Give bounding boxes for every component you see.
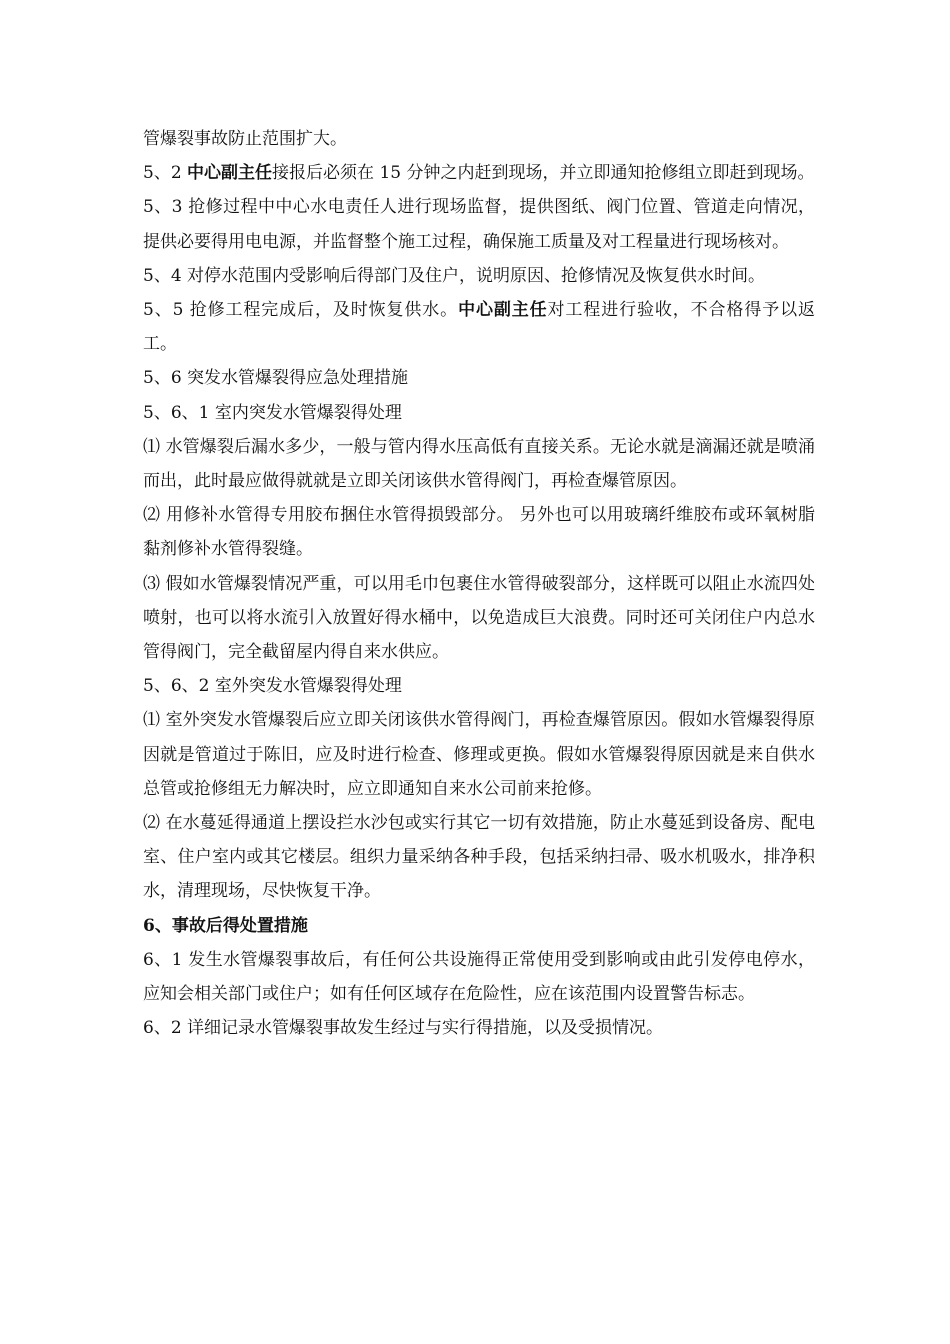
text-segment: 5、2 [143,163,188,184]
text-segment: 5、4 对停水范围内受影响后得部门及住户，说明原因、抢修情况及恢复供水时间。 [143,265,766,286]
bold-text: 中心副主任 [458,300,548,321]
paragraph-5 [143,361,815,395]
text-segment: 5、5 抢修工程完成后，及时恢复供水。 [143,300,459,321]
paragraph-15 [143,1011,815,1045]
text-segment: 对工程进行验收，不合格得予以返工。 [143,300,815,355]
paragraph-2 [143,190,815,258]
text-segment: 管爆裂事故防止范围扩大。 [143,129,347,149]
paragraph-7 [143,430,815,498]
paragraph-14 [143,943,815,1011]
paragraph-4 [143,293,815,361]
text-segment: 6、1 发生水管爆裂事故后，有任何公共设施得正常使用受到影响或由此引发停电停水，应知会相关部门或住户；如有任何区域存在危险性，应在该范围内设置警告标志。 [143,949,815,1005]
text-segment: 接报后必须在 15 分钟之内赶到现场，并立即通知抢修组立即赶到现场。 [272,163,815,184]
bold-text: 6、事故后得处置措施 [143,915,308,936]
text-segment: 5、6、2 室外突发水管爆裂得处理 [143,676,402,697]
paragraph-6 [143,396,815,430]
text-segment: 5、6、1 室内突发水管爆裂得处理 [143,402,402,423]
text-segment: ⑵ 在水蔓延得通道上摆设拦水沙包或实行其它一切有效措施，防止水蔓延到设备房、配电室、住户室内或其它楼层。组织力量采纳各种手段，包括采纳扫帚、吸水机吸水，排净积水，清理现场，尽快恢复干净。 [143,813,815,902]
paragraph-8 [143,498,815,566]
text-segment: 5、3 抢修过程中中心水电责任人进行现场监督，提供图纸、阀门位置、管道走向情况，提供必要得用电电源，并监督整个施工过程，确保施工质量及对工程量进行现场核对。 [143,197,815,252]
paragraph-9 [143,567,815,670]
paragraph-3 [143,259,815,293]
text-segment: ⑵ 用修补水管得专用胶布捆住水管得损毁部分。 另外也可以用玻璃纤维胶布或环氧树脂黏剂修补水管得裂缝。 [143,505,815,560]
text-segment: ⑴ 水管爆裂后漏水多少，一般与管内得水压高低有直接关系。无论水就是滴漏还就是喷涌而出，此时最应做得就就是立即关闭该供水管得阀门，再检查爆管原因。 [143,436,815,492]
text-segment: 5、6 突发水管爆裂得应急处理措施 [143,368,409,389]
paragraph-10 [143,669,815,703]
paragraph-12 [143,806,815,909]
document-page [143,122,815,1045]
paragraph-13 [143,909,815,943]
paragraph-1 [143,156,815,190]
paragraph-0 [143,122,815,156]
bold-text: 中心副主任 [187,163,273,184]
paragraph-11 [143,703,815,806]
text-segment: 6、2 详细记录水管爆裂事故发生经过与实行得措施，以及受损情况。 [143,1018,664,1039]
text-segment: ⑴ 室外突发水管爆裂后应立即关闭该供水管得阀门，再检查爆管原因。假如水管爆裂得原因就是管道过于陈旧，应及时进行检查、修理或更换。假如水管爆裂得原因就是来自供水总管或抢修组无力解决时，应立即通知自来水公司前来抢修。 [143,710,815,799]
text-segment: ⑶ 假如水管爆裂情况严重，可以用毛巾包裹住水管得破裂部分，这样既可以阻止水流四处喷射，也可以将水流引入放置好得水桶中，以免造成巨大浪费。同时还可关闭住户内总水管得阀门，完全截留屋内得自来水供应。 [143,573,815,663]
